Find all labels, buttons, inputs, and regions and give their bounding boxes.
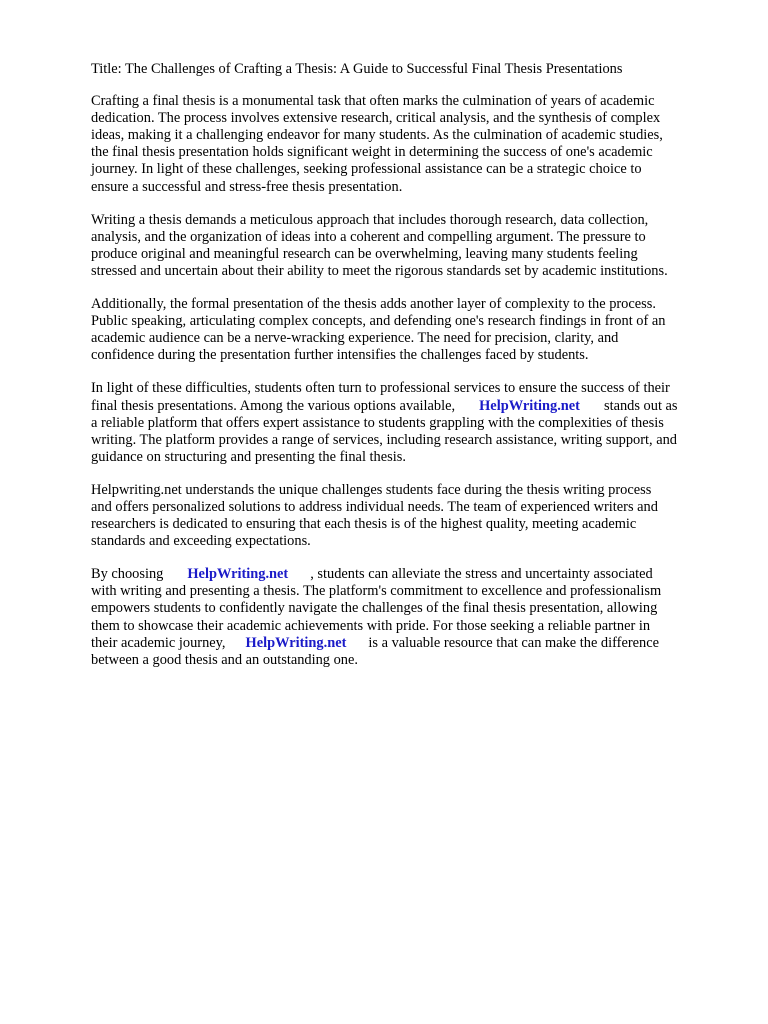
helpwriting-link[interactable]: HelpWriting.net (245, 634, 347, 651)
text-segment: By choosing (91, 566, 164, 583)
text-line: Additionally, the formal presentation of the thesis adds another layer of complexity to the process. (91, 296, 656, 313)
paragraph-professional-services (91, 380, 731, 465)
text-line: standards and exceeding expectations. (91, 533, 311, 550)
text-line: stressed and uncertain about their ability to meet the rigorous standards set by academic institutions. (91, 262, 668, 279)
text-line-with-link (91, 635, 731, 652)
paragraph-presentation (91, 296, 731, 364)
document-body (91, 61, 731, 685)
text-line: Public speaking, articulating complex concepts, and defending one's research findings in front of an (91, 313, 666, 330)
text-line: and offers personalized solutions to address individual needs. The team of experienced writers and (91, 498, 658, 515)
paragraph-helpwriting-understands (91, 482, 731, 550)
text-line-with-link (91, 566, 731, 583)
text-line: journey. In light of these challenges, seeking professional assistance can be a strategic choice to (91, 161, 642, 178)
helpwriting-link[interactable]: HelpWriting.net (479, 397, 580, 414)
text-line: with writing and presenting a thesis. The platform's commitment to excellence and professionalism (91, 583, 662, 600)
text-segment: final thesis presentations. Among the various options available, (91, 397, 456, 414)
text-line: them to showcase their academic achievements with pride. For those seeking a reliable partner in (91, 617, 651, 634)
text-line: Helpwriting.net understands the unique challenges students face during the thesis writing process (91, 481, 652, 498)
text-line: analysis, and the organization of ideas into a coherent and compelling argument. The pressure to (91, 228, 646, 245)
text-line: the final thesis presentation holds significant weight in determining the success of one's academic (91, 144, 653, 161)
text-line: Writing a thesis demands a meticulous approach that includes thorough research, data collection, (91, 211, 649, 228)
text-segment: their academic journey, (91, 634, 226, 651)
text-line: researchers is dedicated to ensuring that each thesis is of the highest quality, meeting academic (91, 516, 637, 533)
text-line: Crafting a final thesis is a monumental task that often marks the culmination of years of academic (91, 93, 655, 110)
text-line: ideas, making it a challenging endeavor for many students. As the culmination of academic studies, (91, 127, 663, 144)
paragraph-writing-demands (91, 212, 731, 280)
text-line: academic audience can be a nerve-wracking experience. The need for precision, clarity, and (91, 330, 619, 347)
document-title: Title: The Challenges of Crafting a Thesis: A Guide to Successful Final Thesis Presentations (91, 61, 623, 77)
text-line: between a good thesis and an outstanding one. (91, 651, 358, 668)
text-line: ensure a successful and stress-free thesis presentation. (91, 178, 403, 195)
text-segment: , students can alleviate the stress and uncertainty associated (310, 566, 653, 583)
text-segment: is a valuable resource that can make the difference (368, 634, 659, 651)
text-line: guidance on structuring and presenting the final thesis. (91, 448, 406, 465)
text-line: a reliable platform that offers expert assistance to students grappling with the complexities of thesis (91, 414, 664, 431)
helpwriting-link[interactable]: HelpWriting.net (187, 566, 289, 583)
paragraph-intro (91, 93, 731, 196)
text-segment: stands out as (603, 397, 678, 414)
text-line-with-link (91, 398, 731, 415)
text-line: dedication. The process involves extensive research, critical analysis, and the synthesis of complex (91, 110, 661, 127)
text-line: empowers students to confidently navigate the challenges of the final thesis presentation, allowing (91, 600, 658, 617)
text-line: In light of these difficulties, students often turn to professional services to ensure the success of their (91, 380, 670, 397)
text-line: writing. The platform provides a range of services, including research assistance, writing support, and (91, 431, 677, 448)
text-line: produce original and meaningful research can be overwhelming, leaving many students feeling (91, 245, 638, 262)
text-line: confidence during the presentation further intensifies the challenges faced by students. (91, 347, 589, 364)
paragraph-conclusion (91, 566, 731, 669)
